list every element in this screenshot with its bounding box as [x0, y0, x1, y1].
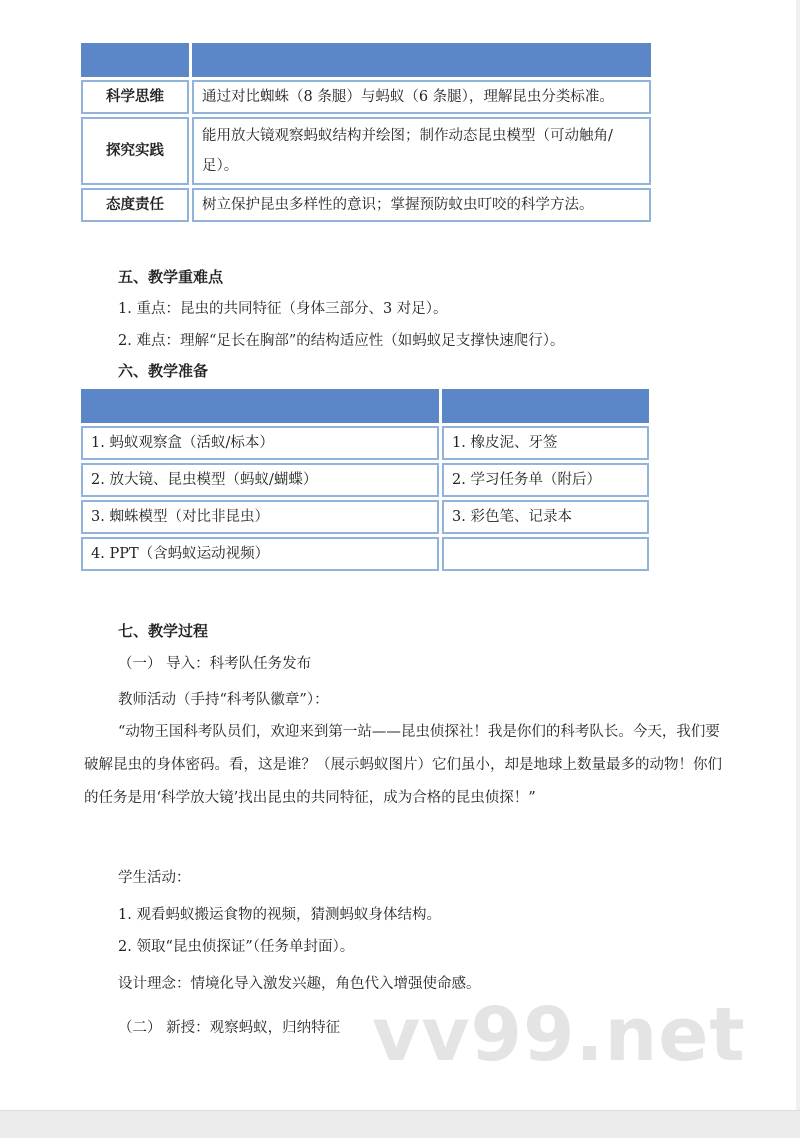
table-row: [81, 463, 649, 497]
goal-dimension-cell: 态度责任: [81, 188, 189, 222]
student-activity-label: 学生活动：: [118, 870, 191, 886]
goal-dimension-cell: 探究实践: [81, 117, 189, 185]
subsection-heading: （二） 新授：观察蚂蚁，归纳特征: [118, 1020, 341, 1036]
table-header-cell: [192, 43, 651, 77]
table-header-cell: [442, 389, 649, 423]
table-row: [81, 500, 649, 534]
table-cell: 4. PPT（含蚂蚁运动视频）: [81, 537, 439, 571]
goal-content-cell: 通过对比蜘蛛（8 条腿）与蚂蚁（6 条腿），理解昆虫分类标准。: [192, 80, 651, 114]
table-header-row: [81, 43, 651, 77]
list-item: 2. 领取“昆虫侦探证”（任务单封面）。: [118, 939, 355, 955]
table-cell: 1. 蚂蚁观察盒（活蚁/标本）: [81, 426, 439, 460]
table-row: [81, 188, 651, 222]
viewer-bottom-bar: [0, 1110, 800, 1138]
table-cell: 2. 学习任务单（附后）: [442, 463, 649, 497]
table-row: [81, 80, 651, 114]
table-cell: 3. 彩色笔、记录本: [442, 500, 649, 534]
table-header-cell: [81, 43, 189, 77]
section-heading: 七、教学过程: [118, 622, 209, 640]
teaching-goals-table: [78, 40, 654, 225]
subsection-heading: （一） 导入：科考队任务发布: [118, 656, 312, 672]
page-edge: [796, 0, 800, 1110]
watermark: vv99.net: [372, 992, 746, 1078]
table-header-cell: [81, 389, 439, 423]
table-cell: 3. 蜘蛛模型（对比非昆虫）: [81, 500, 439, 534]
goal-content-cell: 树立保护昆虫多样性的意识；掌握预防蚊虫叮咬的科学方法。: [192, 188, 651, 222]
table-cell: [442, 537, 649, 571]
list-item: 1. 观看蚂蚁搬运食物的视频，猜测蚂蚁身体结构。: [118, 907, 441, 923]
goal-content-cell: 能用放大镜观察蚂蚁结构并绘图；制作动态昆虫模型（可动触角/足）。: [192, 117, 651, 185]
list-item: 1. 重点：昆虫的共同特征（身体三部分、3 对足）。: [118, 301, 448, 317]
teacher-speech-paragraph: “动物王国科考队员们，欢迎来到第一站——昆虫侦探社！我是你们的科考队长。今天，我们要破解昆虫的身体密码。看，这是谁？（展示蚂蚁图片）它们虽小，却是地球上数量最多的动物！你们的任务是用‘科学放大镜’找出昆虫的共同特征，成为合格的昆虫侦探！”: [84, 724, 722, 806]
table-row: [81, 537, 649, 571]
design-note: 设计理念：情境化导入激发兴趣，角色代入增强使命感。: [118, 976, 481, 992]
table-row: [81, 426, 649, 460]
table-header-row: [81, 389, 649, 423]
table-cell: 2. 放大镜、昆虫模型（蚂蚁/蝴蝶）: [81, 463, 439, 497]
goal-dimension-cell: 科学思维: [81, 80, 189, 114]
list-item: 2. 难点：理解“足长在胸部”的结构适应性（如蚂蚁足支撑快速爬行）。: [118, 333, 565, 349]
section-heading: 五、教学重难点: [118, 268, 224, 286]
table-cell: 1. 橡皮泥、牙签: [442, 426, 649, 460]
teaching-prep-table: [78, 386, 652, 574]
section-heading: 六、教学准备: [118, 362, 209, 380]
table-row: [81, 117, 651, 185]
teacher-activity-label: 教师活动（手持“科考队徽章”）：: [118, 692, 329, 708]
